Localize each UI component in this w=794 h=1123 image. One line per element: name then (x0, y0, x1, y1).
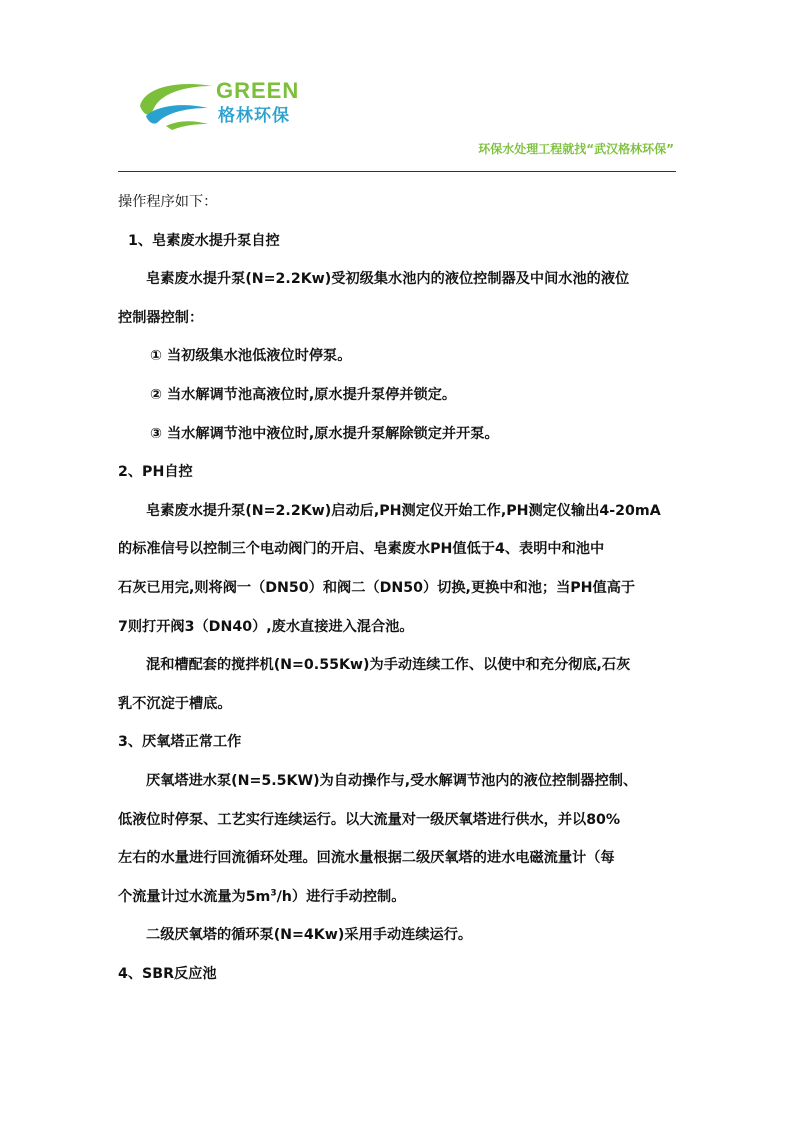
green-logo (136, 76, 316, 132)
paragraph-line: 厌氧塔进水泵(N=5.5KW)为自动操作与,受水解调节池内的液位控制器控制、 (146, 772, 638, 789)
section-heading-1: 1、皂素废水提升泵自控 (128, 232, 280, 249)
logo-text-cn: 格林环保 (218, 106, 290, 126)
intro-text: 操作程序如下： (118, 194, 218, 210)
superscript: 3 (270, 887, 277, 898)
section-heading-2: 2、PH自控 (118, 464, 193, 481)
paragraph-line: 皂素废水提升泵(N=2.2Kw)受初级集水池内的液位控制器及中间水池的液位 (146, 271, 630, 288)
header-divider (118, 171, 676, 172)
paragraph-line: 低液位时停泵、工艺实行连续运行。以大流量对一级厌氧塔进行供水，并以80% (118, 811, 621, 828)
logo-text-en: GREEN (216, 78, 300, 103)
leaf-swoosh-icon (136, 76, 216, 132)
paragraph-line: 混和槽配套的搅拌机(N=0.55Kw)为手动连续工作、以使中和充分彻底,石灰 (146, 657, 631, 674)
paragraph-line: 7则打开阀3（DN40）,废水直接进入混合池。 (118, 618, 414, 635)
paragraph-line: 皂素废水提升泵(N=2.2Kw)启动后,PH测定仪开始工作,PH测定仪输出4-20mA (146, 502, 661, 519)
section-heading-3: 3、厌氧塔正常工作 (118, 734, 242, 751)
paragraph-line: 二级厌氧塔的循环泵(N=4Kw)采用手动连续运行。 (146, 927, 473, 944)
list-item: ① 当初级集水池低液位时停泵。 (150, 348, 352, 365)
section-heading-4: 4、SBR反应池 (118, 965, 217, 982)
paragraph-line (118, 878, 678, 917)
list-item: ② 当水解调节池高液位时,原水提升泵停并锁定。 (150, 386, 457, 403)
header-slogan: 环保水处理工程就找“武汉格林环保” (478, 142, 674, 156)
paragraph-line: 的标准信号以控制三个电动阀门的开启、皂素废水PH值低于4、表明中和池中 (118, 541, 605, 558)
text-segment: /h）进行手动控制。 (276, 888, 406, 905)
list-item: ③ 当水解调节池中液位时,原水提升泵解除锁定并开泵。 (150, 425, 499, 442)
paragraph-line: 乳不沉淀于槽底。 (118, 695, 232, 712)
paragraph-line: 石灰已用完,则将阀一（DN50）和阀二（DN50）切换,更换中和池；当PH值高于 (118, 579, 636, 596)
text-segment: 个流量计过水流量为5m (118, 888, 271, 905)
document-body (118, 183, 678, 993)
paragraph-line: 控制器控制： (118, 309, 204, 326)
paragraph-line: 左右的水量进行回流循环处理。回流水量根据二级厌氧塔的进水电磁流量计（每 (118, 850, 615, 867)
